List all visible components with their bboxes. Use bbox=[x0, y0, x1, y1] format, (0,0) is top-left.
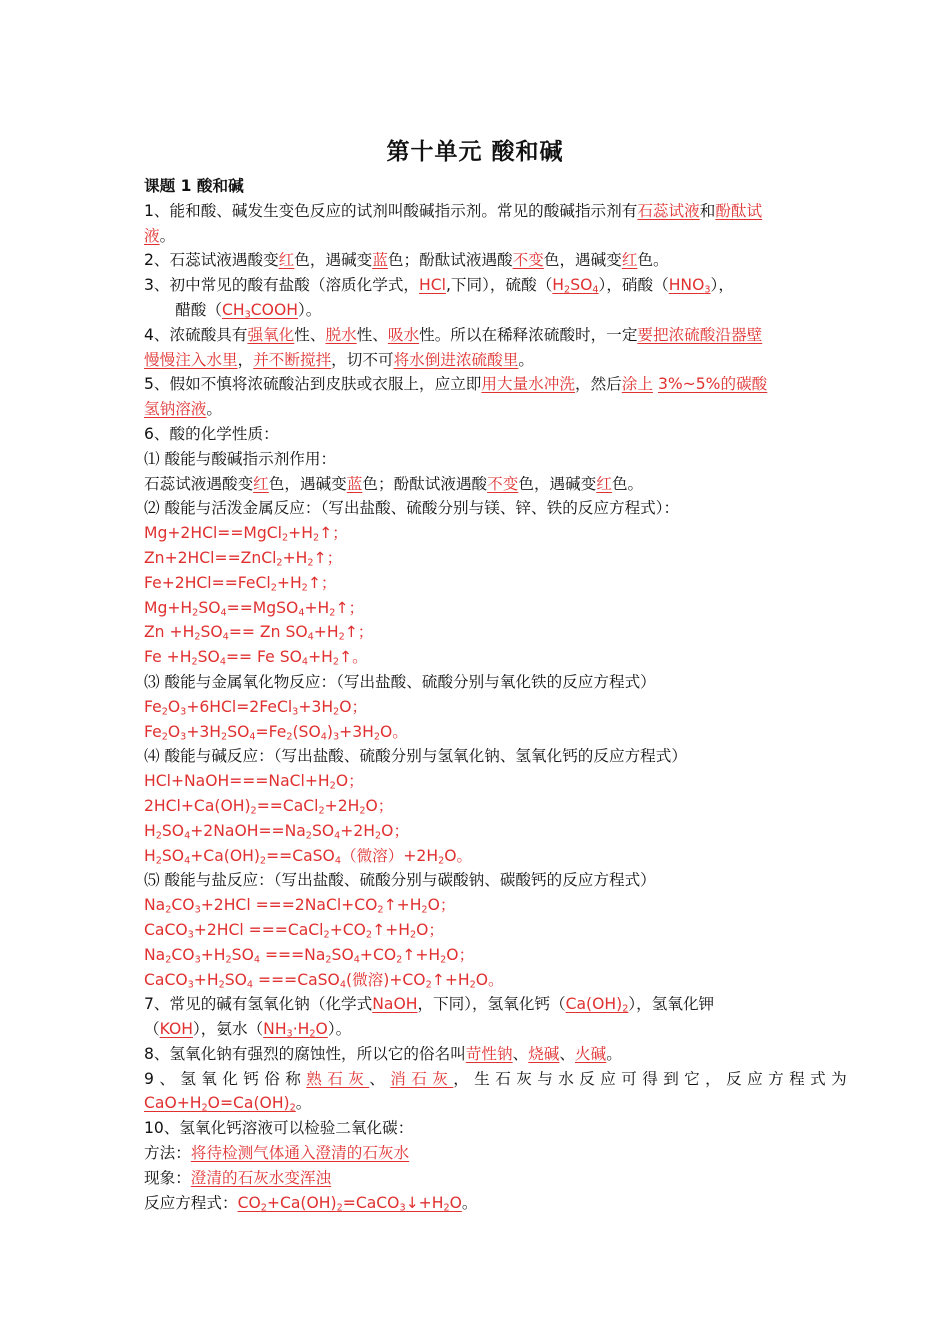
equation-hcl-naoh: $HCl+NaOH===NaCl+H_2O$； bbox=[144, 772, 364, 792]
equation-label: 反应方程式： bbox=[144, 1193, 238, 1212]
sub-1-text-4: 色，遇碱变 bbox=[518, 474, 597, 493]
item-5-line-1 bbox=[144, 372, 808, 397]
answer-caustic-soda: 苛性钠 bbox=[465, 1044, 513, 1063]
sub-1-text-2: 色，遇碱变 bbox=[268, 474, 347, 493]
item-3-line-1 bbox=[144, 273, 808, 298]
answer-litmus: 石蕊试液 bbox=[637, 201, 700, 220]
item-4-text-5: ， bbox=[237, 350, 254, 369]
answer-phenolphthalein-part2: 液 bbox=[144, 226, 160, 245]
item-10-method bbox=[144, 1141, 808, 1166]
item-7-text-4: （ bbox=[144, 1020, 160, 1039]
sub-1-answer-blue: 蓝 bbox=[346, 474, 363, 493]
item-5-line-2 bbox=[144, 397, 808, 422]
item-4-line-2 bbox=[144, 348, 808, 373]
item-4-text-7: 。 bbox=[518, 350, 534, 369]
item-8-end: 。 bbox=[606, 1044, 622, 1063]
item-3-line-2 bbox=[144, 298, 808, 323]
item-9-line-1 bbox=[144, 1067, 853, 1092]
answer-naoh: NaOH bbox=[372, 995, 418, 1014]
item-7-text-3: ），氢氧化钾 bbox=[628, 995, 715, 1014]
item-4-text-1: 4、浓硫酸具有 bbox=[144, 325, 248, 344]
answer-never: 将水倒进浓硫酸里 bbox=[393, 350, 519, 369]
answer-h2so4: $H_2SO_4$ bbox=[552, 276, 599, 296]
answer-method: 将待检测气体通入澄清的石灰水 bbox=[190, 1144, 410, 1163]
item-3-text-2: ,下同），硫酸（ bbox=[445, 276, 553, 295]
phenomenon-label: 现象： bbox=[144, 1168, 191, 1187]
item-7-text-6: ）。 bbox=[327, 1020, 352, 1039]
item-2-text-3: 色；酚酞试液遇酸 bbox=[387, 251, 513, 270]
answer-ammonia: $NH_3\cdot H_2O$ bbox=[263, 1020, 328, 1040]
item-4-text-3: 性、 bbox=[356, 325, 388, 344]
answer-red: 红 bbox=[278, 251, 295, 270]
answer-phenomenon: 澄清的石灰水变浑浊 bbox=[190, 1168, 332, 1187]
item-7-text-5: ），氨水（ bbox=[192, 1020, 264, 1039]
page-title: 第十单元 酸和碱 bbox=[386, 139, 564, 165]
item-8-sep-2: 、 bbox=[559, 1044, 576, 1063]
item-10-phenomenon bbox=[144, 1166, 808, 1191]
equation-fe-h2so4: $Fe +H_2SO_4== Fe$ $SO_4+H_2↑$。 bbox=[144, 648, 368, 668]
item-7-line-1 bbox=[144, 992, 808, 1017]
item-1-end: 。 bbox=[159, 226, 176, 245]
answer-koh: KOH bbox=[159, 1020, 193, 1039]
item-1-line-2 bbox=[144, 224, 808, 249]
item-5-text-2: ，然后 bbox=[574, 375, 622, 394]
sub-4-heading: ⑷ 酸能与碱反应：（写出盐酸、硫酸分别与氢氧化钠、氢氧化钙的反应方程式） bbox=[144, 747, 687, 766]
item-3-text-4: ）， bbox=[710, 276, 734, 295]
equation-na2co3-hcl: $Na_2CO_3+2HCl$ $===2NaCl+CO_2↑+H_2O$； bbox=[144, 896, 456, 916]
lesson-heading: 课题 1 酸和碱 bbox=[144, 177, 244, 195]
item-9-line-2 bbox=[144, 1091, 808, 1116]
sub-1-text-5: 色。 bbox=[611, 474, 644, 493]
answer-lime-equation: $CaO+H_2O=Ca(OH)_2$ bbox=[144, 1094, 296, 1114]
answer-hno3: $HNO_3$ bbox=[668, 276, 711, 296]
equation-hcl-caoh2: $2HCl+Ca(OH)_2==CaCl_2+2H_2O$； bbox=[144, 796, 394, 817]
item-8 bbox=[144, 1042, 808, 1067]
answer-ch3cooh: $CH_3COOH$ bbox=[222, 300, 298, 321]
sub-1-text-1: 石蕊试液遇酸变 bbox=[144, 474, 254, 493]
equation-end: 。 bbox=[461, 1193, 478, 1212]
equation-zn-hcl: $Zn+2HCl==ZnCl_2+H_2↑$； bbox=[144, 548, 343, 569]
answer-hydrated-lime: 消石灰 bbox=[390, 1069, 454, 1088]
item-7-text-1: 7、常见的碱有氢氧化钠（化学式 bbox=[144, 995, 373, 1014]
equation-mg-hcl: $Mg+2HCl==MgCl_2+H_2↑$； bbox=[144, 524, 348, 544]
answer-hcl: HCl bbox=[419, 276, 446, 295]
answer-blue: 蓝 bbox=[372, 251, 388, 270]
item-9-end: 。 bbox=[295, 1094, 312, 1113]
item-9-sep: 、 bbox=[369, 1069, 391, 1088]
item-2 bbox=[144, 248, 808, 273]
sub-1-answer-unchanged: 不变 bbox=[487, 474, 519, 493]
item-10-heading: 10、氢氧化钙溶液可以检验二氧化碳： bbox=[144, 1119, 414, 1138]
sub-2-heading: ⑵ 酸能与活泼金属反应：（写出盐酸、硫酸分别与镁、锌、铁的反应方程式）： bbox=[144, 499, 680, 518]
answer-burnt-soda: 烧碱 bbox=[528, 1044, 560, 1063]
sub-1-answer-red-2: 红 bbox=[596, 474, 612, 493]
item-7-line-2 bbox=[144, 1017, 808, 1042]
equation-mg-h2so4: $Mg+H_2SO_4==MgSO_4+H_2↑$； bbox=[144, 598, 365, 618]
method-label: 方法： bbox=[144, 1144, 191, 1163]
sub-3-heading: ⑶ 酸能与金属氧化物反应：（写出盐酸、硫酸分别与氧化铁的反应方程式） bbox=[144, 672, 656, 691]
answer-slaked-lime: 熟石灰 bbox=[306, 1069, 370, 1088]
sub-5-heading: ⑸ 酸能与盐反应：（写出盐酸、硫酸分别与碳酸钠、碳酸钙的反应方程式） bbox=[144, 871, 656, 890]
item-2-text-4: 色，遇碱变 bbox=[543, 251, 622, 270]
item-4-text-4: 性。所以在稀释浓硫酸时，一定 bbox=[419, 325, 638, 344]
item-10-equation bbox=[144, 1191, 808, 1216]
item-4-line-1 bbox=[144, 323, 808, 348]
answer-dilution-part1: 要把浓硫酸沿器壁 bbox=[637, 325, 763, 344]
equation-caco3-hcl: CaCO$_3$+2HCl $===CaCl_2+CO_2↑+H_2O$； bbox=[144, 920, 444, 941]
sub-1-text-3: 色；酚酞试液遇酸 bbox=[362, 474, 488, 493]
item-2-text-1: 2、石蕊试液遇酸变 bbox=[144, 251, 279, 270]
item-4-text-6: ，切不可 bbox=[331, 350, 394, 369]
item-3-text-6: ）。 bbox=[297, 300, 322, 319]
equation-caco3-h2so4: $CaCO_3+H_2SO_4$ ===CaSO$_4$(微溶)$+CO_2↑+H_2O$。 bbox=[144, 970, 504, 990]
equation-h2so4-caoh2: $H_2SO_4+Ca(OH)_2==CaSO_4$（微溶）$+2H_2O$。 bbox=[144, 846, 473, 866]
equation-fe2o3-hcl: $Fe_2O_3+6HCl=2FeCl_3+3H_2O$； bbox=[144, 697, 368, 718]
item-9-text-1: 9、氢氧化钙俗称 bbox=[144, 1069, 307, 1088]
answer-dilution-part2: 慢慢注入水里 bbox=[144, 350, 238, 369]
equation-na2co3-h2so4: $Na_2CO_3+H_2SO_4$ $===Na_2SO_4+CO_2↑+H_2O$； bbox=[144, 945, 475, 966]
document-body bbox=[144, 174, 853, 1215]
item-8-sep-1: 、 bbox=[512, 1044, 529, 1063]
answer-bicarbonate-part2: 氢钠溶液 bbox=[144, 400, 207, 419]
sub-1-answer-red: 红 bbox=[253, 474, 269, 493]
item-4-text-2: 性、 bbox=[294, 325, 326, 344]
item-3-text-3: ），硝酸（ bbox=[598, 276, 669, 295]
item-8-text-1: 8、氢氧化钠有强烈的腐蚀性，所以它的俗名叫 bbox=[144, 1044, 466, 1063]
answer-caoh2: $Ca(OH)_2$ bbox=[565, 995, 629, 1015]
item-2-text-5: 色。 bbox=[637, 251, 669, 270]
item-1-text: 1、能和酸、碱发生变色反应的试剂叫酸碱指示剂。常见的酸碱指示剂有 bbox=[144, 201, 638, 220]
answer-hygroscopic: 吸水 bbox=[387, 325, 420, 344]
equation-fe2o3-h2so4: $Fe_2O_3+3H_2SO_4=Fe_2(SO_4)_3+3H_2O$。 bbox=[144, 722, 408, 742]
answer-bicarbonate-part1: 3%~5%的碳酸 bbox=[657, 375, 768, 394]
item-3-text-1: 3、初中常见的酸有盐酸（溶质化学式， bbox=[144, 276, 420, 295]
item-2-text-2: 色，遇碱变 bbox=[294, 251, 373, 270]
sub-1-line bbox=[144, 472, 808, 497]
answer-dehydrating: 脱水 bbox=[325, 325, 357, 344]
equation-h2so4-naoh: $H_2SO_4+2NaOH==Na_2SO_4+2H_2O$； bbox=[144, 821, 410, 842]
answer-unchanged: 不变 bbox=[512, 251, 544, 270]
answer-phenolphthalein-part1: 酚酞试 bbox=[715, 201, 763, 220]
sub-1-heading: ⑴ 酸能与酸碱指示剂作用： bbox=[144, 449, 337, 468]
item-7-text-2: ，下同），氢氧化钙（ bbox=[417, 995, 566, 1014]
equation-zn-h2so4: $Zn +H_2SO_4== Zn$ $SO_4+H_2↑$； bbox=[144, 623, 374, 643]
equation-fe-hcl: $Fe+2HCl==FeCl_2+H_2↑$； bbox=[144, 573, 337, 594]
answer-fire-alkali: 火碱 bbox=[575, 1044, 607, 1063]
item-5-end: 。 bbox=[206, 400, 222, 419]
answer-co2-equation: $CO_2+Ca(OH)_2=CaCO_3↓+H_2O$ bbox=[237, 1193, 462, 1214]
item-1-line-1 bbox=[144, 199, 808, 224]
answer-rinse: 用大量水冲洗 bbox=[481, 375, 575, 394]
answer-apply: 涂上 bbox=[621, 375, 653, 394]
answer-oxidizing: 强氧化 bbox=[247, 325, 295, 344]
answer-stir: 并不断搅拌 bbox=[253, 350, 332, 369]
item-6-heading: 6、酸的化学性质： bbox=[144, 424, 279, 443]
item-9-text-2: ，生石灰与水反应可得到它，反应方程式为 bbox=[453, 1069, 853, 1088]
item-3-text-5: 醋酸（ bbox=[175, 300, 222, 319]
answer-red-2: 红 bbox=[621, 251, 638, 270]
item-1-and: 和 bbox=[699, 201, 716, 220]
item-5-text-1: 5、假如不慎将浓硫酸沾到皮肤或衣服上，应立即 bbox=[144, 375, 482, 394]
